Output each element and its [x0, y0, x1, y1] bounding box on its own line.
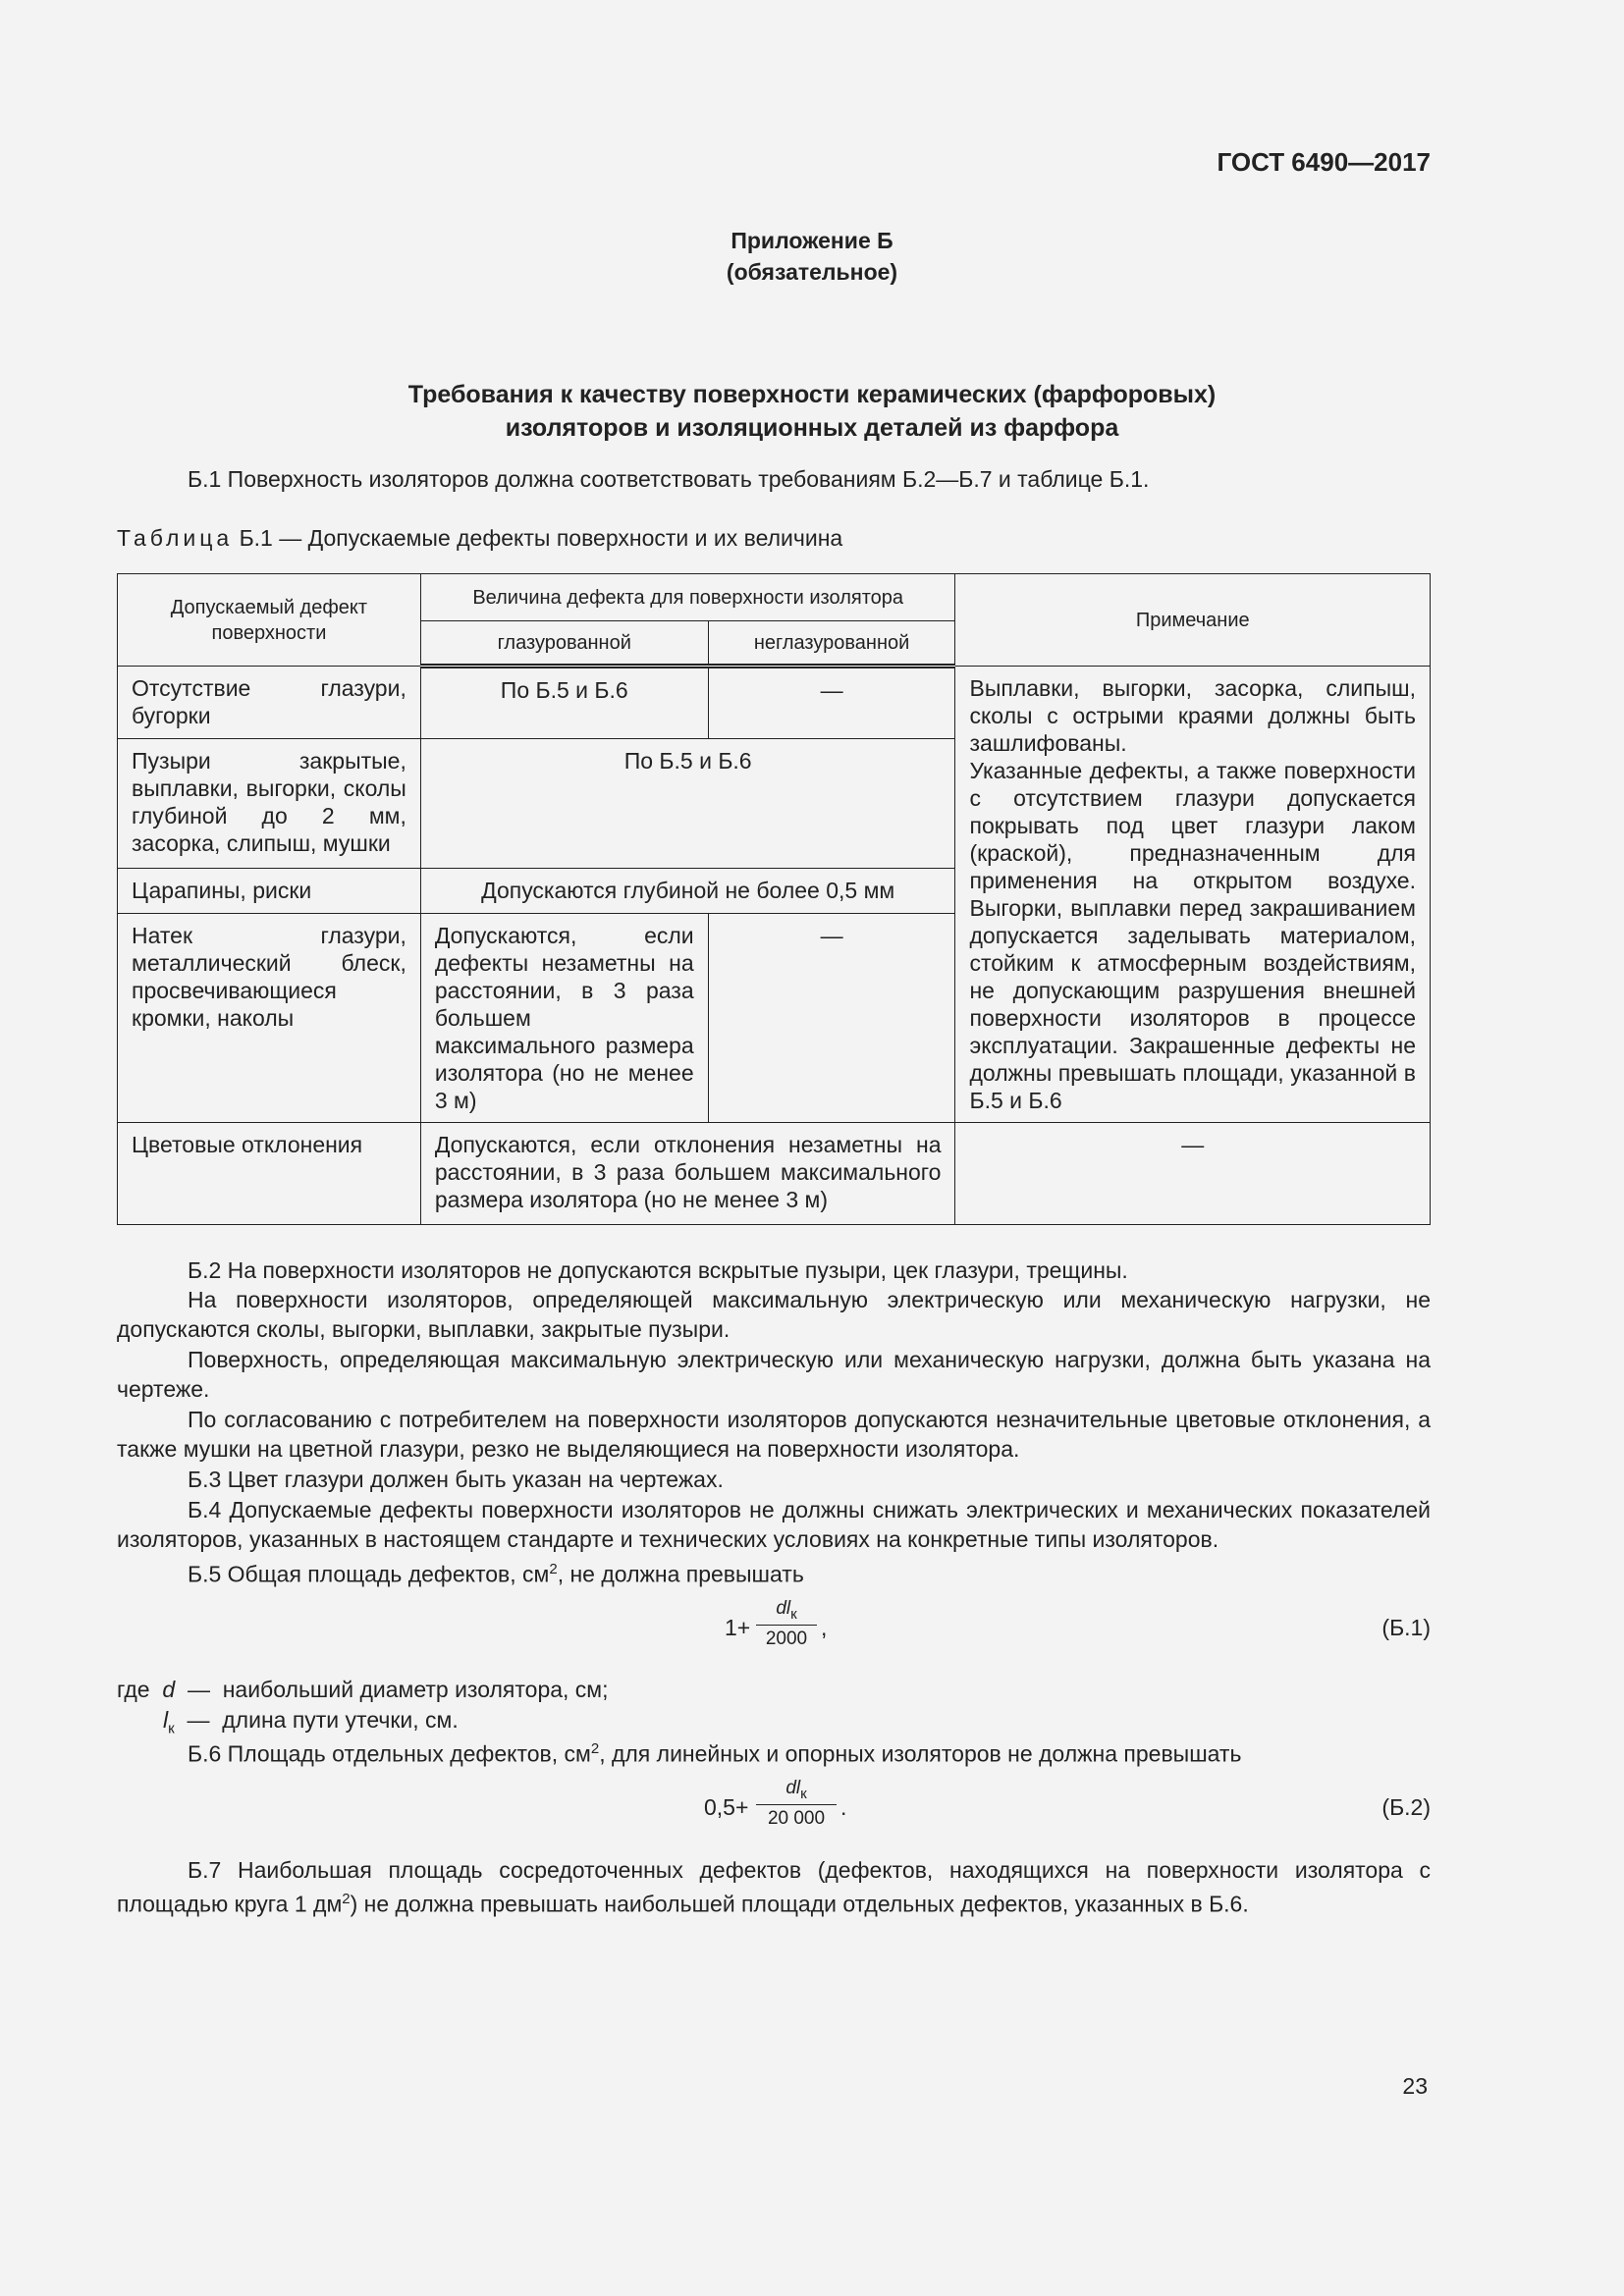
section-title-line1: Требования к качеству поверхности керамических (фарфоровых): [407, 381, 1217, 408]
cell-defect: Цветовые отклонения: [118, 1123, 421, 1225]
defects-table: [117, 573, 1431, 1225]
paragraph-b1: Б.1 Поверхность изоляторов должна соответствовать требованиям Б.2—Б.7 и таблице Б.1.: [188, 466, 1150, 492]
formula-b2-trail: .: [840, 1794, 847, 1820]
cell-note-merged: Выплавки, выгорки, засорка, слипыш, сколы с острыми краями должны быть зашлифованы. Указанные дефекты, а также поверхности с отсутствием глазури допускается покрывать под цвет глазури лаком (краской), предназначенным для применения на открытом воздухе. Выгорки, выплавки перед закрашиванием допускается заделывать материалом, стойким к атмосферным воздействиям, не допускающим разрушения внешней поверхности изоляторов в процессе эксплуатации. Закрашенные дефекты не должны превышать площади, указанной в Б.5 и Б.6: [955, 667, 1431, 1123]
cell-unglazed: —: [708, 914, 955, 1123]
paragraph-b7: Б.7 Наибольшая площадь сосредоточенных дефектов (дефектов, находящихся на поверхности изолятора с площадью круга 1 $дм^2$) не должна превышать наибольшей площади отдельных дефектов, указанных в Б.6.: [117, 1857, 1431, 1917]
formula-b1-lead: 1+: [725, 1615, 751, 1640]
cell-defect: Отсутствие глазури, бугорки: [118, 667, 421, 739]
paragraph-b3: Б.3 Цвет глазури должен быть указан на чертежах.: [188, 1467, 724, 1492]
cell-note: —: [955, 1123, 1431, 1225]
table-caption-rest: Б.1 — Допускаемые дефекты поверхности и их величина: [233, 525, 843, 551]
header-glazed: глазурованной: [420, 621, 708, 667]
paragraph-b5: Б.5 Общая площадь дефектов, $см^2$, не должна превышать: [188, 1561, 804, 1587]
where-l-line: $l_к$ — длина пути утечки, см.: [163, 1707, 459, 1737]
paragraph-b2-2: На поверхности изоляторов, определяющей максимальную электрическую или механическую нагрузки, не допускаются сколы, выгорки, выплавки, закрытые пузыри.: [117, 1287, 1431, 1342]
paragraph-b6: Б.6 Площадь отдельных дефектов, $см^2$, для линейных и опорных изоляторов не должна превышать: [188, 1740, 1242, 1767]
header-defect: Допускаемый дефект поверхности: [118, 574, 421, 667]
cell-glazed: По Б.5 и Б.6: [420, 667, 708, 739]
formula-b1-number: (Б.1): [1381, 1615, 1431, 1640]
cell-both: Допускаются глубиной не более 0,5 мм: [420, 869, 955, 914]
appendix-status: (обязательное): [726, 259, 898, 285]
table-caption: [117, 525, 842, 552]
cell-defect: Натек глазури, металлический блеск, просвечивающиеся кромки, наколы: [118, 914, 421, 1123]
formula-b1-fraction: $dl_к$ 2000: [756, 1598, 817, 1650]
header-unglazed: неглазурованной: [708, 621, 955, 667]
paragraph-b2-3: Поверхность, определяющая максимальную электрическую или механическую нагрузки, должна быть указана на чертеже.: [117, 1347, 1431, 1402]
paragraph-b2-1: Б.2 На поверхности изоляторов не допускаются вскрытые пузыри, цек глазури, трещины.: [188, 1257, 1128, 1283]
cell-defect: Царапины, риски: [118, 869, 421, 914]
table-row: [118, 1123, 1431, 1225]
document-code: ГОСТ 6490—2017: [1217, 147, 1431, 177]
appendix-title: Приложение Б: [731, 228, 893, 253]
formula-b2-number: (Б.2): [1381, 1794, 1431, 1820]
cell-unglazed: —: [708, 667, 955, 739]
formula-b1-trail: ,: [821, 1615, 828, 1640]
paragraph-b4: Б.4 Допускаемые дефекты поверхности изоляторов не должны снижать электрических и механических показателей изоляторов, указанных в настоящем стандарте и технических условиях на конкретные типы изоляторов.: [117, 1497, 1431, 1552]
formula-b2-fraction: $dl_к$ 20 000: [756, 1778, 837, 1830]
where-d-line: где d — наибольший диаметр изолятора, см;: [117, 1677, 609, 1702]
page-number: 23: [1402, 2073, 1428, 2099]
paragraph-b2-4: По согласованию с потребителем на поверхности изоляторов допускаются незначительные цветовые отклонения, а также мушки на цветной глазури, резко не выделяющиеся на поверхности изолятора.: [117, 1407, 1431, 1462]
cell-defect: Пузыри закрытые, выплавки, выгорки, сколы глубиной до 2 мм, засорка, слипыш, мушки: [118, 739, 421, 869]
header-defect-size: Величина дефекта для поверхности изолятора: [420, 574, 955, 621]
formula-b2-lead: 0,5+: [704, 1794, 749, 1820]
cell-both: По Б.5 и Б.6: [420, 739, 955, 869]
table-row: [118, 667, 1431, 739]
cell-glazed: Допускаются, если дефекты незаметны на расстоянии, в 3 раза большем максимального размера изолятора (но не менее 3 м): [420, 914, 708, 1123]
table-caption-word: Таблица: [117, 525, 234, 551]
cell-both: Допускаются, если отклонения незаметны на расстоянии, в 3 раза большем максимального размера изолятора (но не менее 3 м): [420, 1123, 955, 1225]
header-note: Примечание: [955, 574, 1431, 667]
section-title-line2: изоляторов и изоляционных деталей из фарфора: [505, 414, 1119, 442]
